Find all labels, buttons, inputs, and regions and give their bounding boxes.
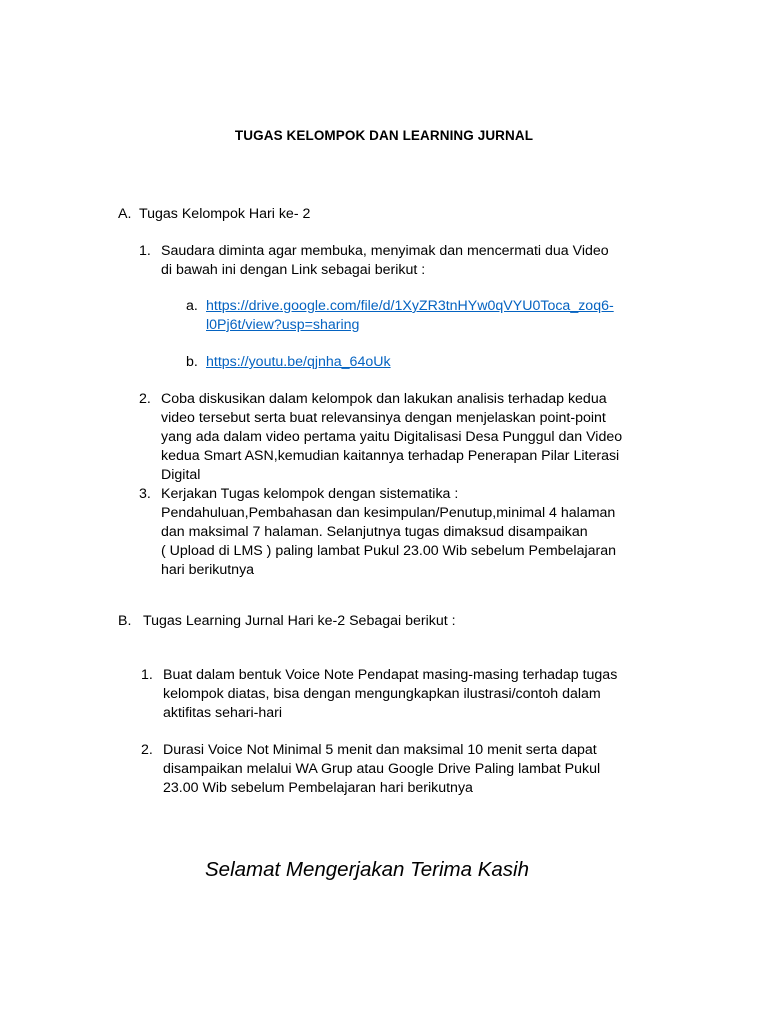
- section-b-item-2-marker: 2.: [141, 742, 153, 758]
- section-a-item-2-marker: 2.: [139, 391, 151, 407]
- section-a-item-3-line: ( Upload di LMS ) paling lambat Pukul 23.00 Wib sebelum Pembelajaran: [161, 543, 617, 559]
- section-a-item-1-line: di bawah ini dengan Link sebagai berikut :: [161, 262, 426, 278]
- drive-link[interactable]: https://drive.google.com/file/d/1XyZR3tnHYw0qVYU0Toca_zoq6-: [206, 298, 614, 314]
- section-a-item-2-line: yang ada dalam video pertama yaitu Digitalisasi Desa Punggul dan Video: [161, 429, 623, 445]
- section-a-item-3-line: Pendahuluan,Pembahasan dan kesimpulan/Penutup,minimal 4 halaman: [161, 505, 616, 521]
- section-b-marker: B.: [118, 613, 132, 629]
- section-a-heading: Tugas Kelompok Hari ke- 2: [139, 206, 311, 222]
- section-b-item-2-line: Durasi Voice Not Minimal 5 menit dan maksimal 10 menit serta dapat: [163, 742, 597, 758]
- drive-link[interactable]: l0Pj6t/view?usp=sharing: [206, 317, 360, 333]
- section-a-item-3-line: Kerjakan Tugas kelompok dengan sistematika :: [161, 486, 459, 502]
- section-b-heading: Tugas Learning Jurnal Hari ke-2 Sebagai berikut :: [143, 613, 456, 629]
- section-a-marker: A.: [118, 206, 132, 222]
- section-b-item-1-line: aktifitas sehari-hari: [163, 705, 283, 721]
- link-b-marker: b.: [186, 354, 198, 370]
- section-a-item-2-line: video tersebut serta buat relevansinya dengan menjelaskan point-point: [161, 410, 606, 426]
- youtube-link[interactable]: https://youtu.be/qjnha_64oUk: [206, 354, 391, 370]
- section-a-item-3-line: hari berikutnya: [161, 562, 255, 578]
- section-a-item-2-line: Coba diskusikan dalam kelompok dan lakukan analisis terhadap kedua: [161, 391, 607, 407]
- section-a-item-2-line: kedua Smart ASN,kemudian kaitannya terhadap Penerapan Pilar Literasi: [161, 448, 620, 464]
- section-b-item-1-marker: 1.: [141, 667, 153, 683]
- document-title: TUGAS KELOMPOK DAN LEARNING JURNAL: [234, 128, 534, 143]
- section-a-item-3-line: dan maksimal 7 halaman. Selanjutnya tugas dimaksud disampaikan: [161, 524, 588, 540]
- section-b-item-2-line: 23.00 Wib sebelum Pembelajaran hari berikutnya: [163, 780, 473, 796]
- section-b-item-1-line: kelompok diatas, bisa dengan mengungkapkan ilustrasi/contoh dalam: [163, 686, 601, 702]
- closing-message: Selamat Mengerjakan Terima Kasih: [205, 857, 529, 881]
- section-a-item-3-marker: 3.: [139, 486, 151, 502]
- section-a-item-1-marker: 1.: [139, 243, 151, 259]
- section-a-item-1-line: Saudara diminta agar membuka, menyimak dan mencermati dua Video: [161, 243, 609, 259]
- section-b-item-1-line: Buat dalam bentuk Voice Note Pendapat masing-masing terhadap tugas: [163, 667, 618, 683]
- section-b-item-2-line: disampaikan melalui WA Grup atau Google Drive Paling lambat Pukul: [163, 761, 601, 777]
- section-a-item-2-line: Digital: [161, 467, 201, 483]
- link-a-marker: a.: [186, 298, 198, 314]
